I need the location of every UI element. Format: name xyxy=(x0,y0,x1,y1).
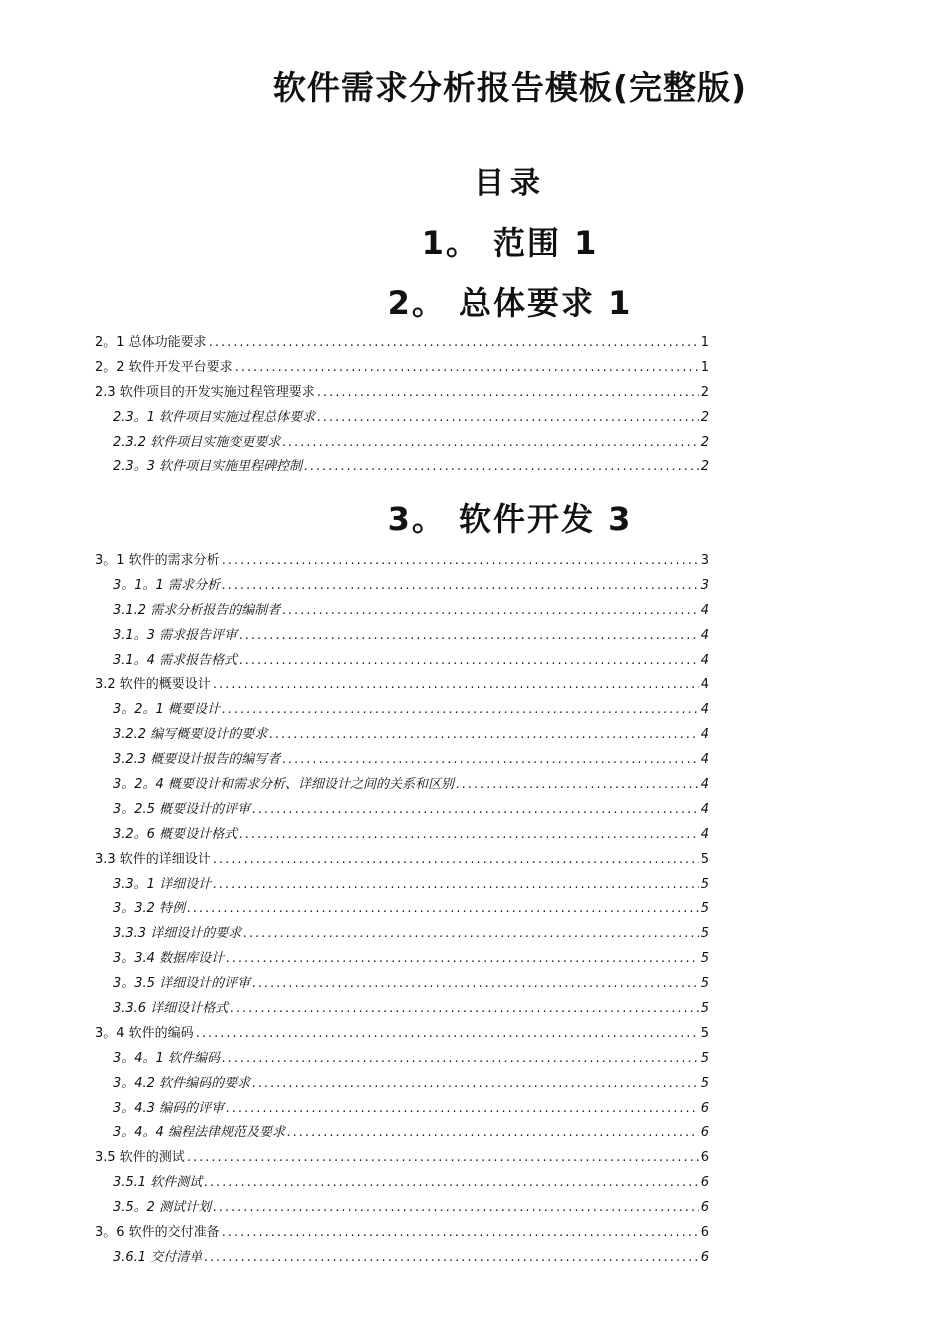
toc-subentry[interactable]: 3。2.5 概要设计的评审 ..... 4 xyxy=(95,798,709,823)
toc-heading-scope[interactable]: 1。 范围 1 xyxy=(421,224,599,262)
toc-subentry[interactable]: 3。4.2 软件编码的要求 ..... 5 xyxy=(95,1072,709,1097)
toc-entry[interactable]: 2.3 软件项目的开发实施过程管理要求 ..... 2 xyxy=(95,381,709,406)
document-title: 软件需求分析报告模板(完整版) xyxy=(272,68,748,107)
toc-subentry[interactable]: 3.2。6 概要设计格式 ..... 4 xyxy=(95,823,709,848)
toc-subentry[interactable]: 2.3.2 软件项目实施变更要求 ..... 2 xyxy=(95,431,709,456)
toc-subentry[interactable]: 3.2.3 概要设计报告的编写者 ..... 4 xyxy=(95,748,709,773)
toc-section-3-entries xyxy=(95,549,709,1271)
toc-label: 目录 xyxy=(474,166,546,201)
toc-subentry[interactable]: 3.2.2 编写概要设计的要求 ..... 4 xyxy=(95,723,709,748)
toc-subentry[interactable]: 2.3。1 软件项目实施过程总体要求 ..... 2 xyxy=(95,406,709,431)
toc-subentry[interactable]: 3。4。4 编程法律规范及要求 ..... 6 xyxy=(95,1121,709,1146)
toc-subentry[interactable]: 3.5。2 测试计划 ..... 6 xyxy=(95,1196,709,1221)
toc-subentry[interactable]: 3.1。4 需求报告格式 ..... 4 xyxy=(95,649,709,674)
toc-subentry[interactable]: 3.3.6 详细设计格式 ..... 5 xyxy=(95,997,709,1022)
toc-subentry[interactable]: 3。4。1 软件编码 ..... 5 xyxy=(95,1047,709,1072)
toc-entry[interactable]: 2。2 软件开发平台要求 ..... 1 xyxy=(95,356,709,381)
toc-subentry[interactable]: 3.6.1 交付清单 ..... 6 xyxy=(95,1246,709,1271)
toc-entry[interactable]: 3。1 软件的需求分析 ..... 3 xyxy=(95,549,709,574)
toc-entry[interactable]: 3.3 软件的详细设计 ..... 5 xyxy=(95,848,709,873)
toc-entry[interactable]: 2。1 总体功能要求 ..... 1 xyxy=(95,331,709,356)
toc-entry[interactable]: 3。6 软件的交付准备 ..... 6 xyxy=(95,1221,709,1246)
toc-subentry[interactable]: 3.1.2 需求分析报告的编制者 ..... 4 xyxy=(95,599,709,624)
toc-subentry[interactable]: 3。3.2 特例 ..... 5 xyxy=(95,897,709,922)
toc-subentry[interactable]: 3.1。3 需求报告评审 ..... 4 xyxy=(95,624,709,649)
toc-subentry[interactable]: 3.5.1 软件测试 ..... 6 xyxy=(95,1171,709,1196)
toc-subentry[interactable]: 3。1。1 需求分析 ..... 3 xyxy=(95,574,709,599)
toc-subentry[interactable]: 3。4.3 编码的评审 ..... 6 xyxy=(95,1097,709,1122)
toc-entry[interactable]: 3。4 软件的编码 ..... 5 xyxy=(95,1022,709,1047)
toc-subentry[interactable]: 3。2。4 概要设计和需求分析、详细设计之间的关系和区别 ..... 4 xyxy=(95,773,709,798)
toc-entry[interactable]: 3.5 软件的测试 ..... 6 xyxy=(95,1146,709,1171)
toc-heading-general-requirements[interactable]: 2。 总体要求 1 xyxy=(387,284,633,322)
toc-subentry[interactable]: 3.3。1 详细设计 ..... 5 xyxy=(95,873,709,898)
toc-subentry[interactable]: 3。3.4 数据库设计 ..... 5 xyxy=(95,947,709,972)
toc-heading-software-development[interactable]: 3。 软件开发 3 xyxy=(387,500,633,538)
toc-subentry[interactable]: 3。2。1 概要设计 ..... 4 xyxy=(95,698,709,723)
toc-section-2-entries xyxy=(95,331,709,480)
toc-subentry[interactable]: 3。3.5 详细设计的评审 ..... 5 xyxy=(95,972,709,997)
toc-subentry[interactable]: 2.3。3 软件项目实施里程碑控制 ..... 2 xyxy=(95,455,709,480)
toc-entry[interactable]: 3.2 软件的概要设计 ..... 4 xyxy=(95,673,709,698)
toc-subentry[interactable]: 3.3.3 详细设计的要求 ..... 5 xyxy=(95,922,709,947)
